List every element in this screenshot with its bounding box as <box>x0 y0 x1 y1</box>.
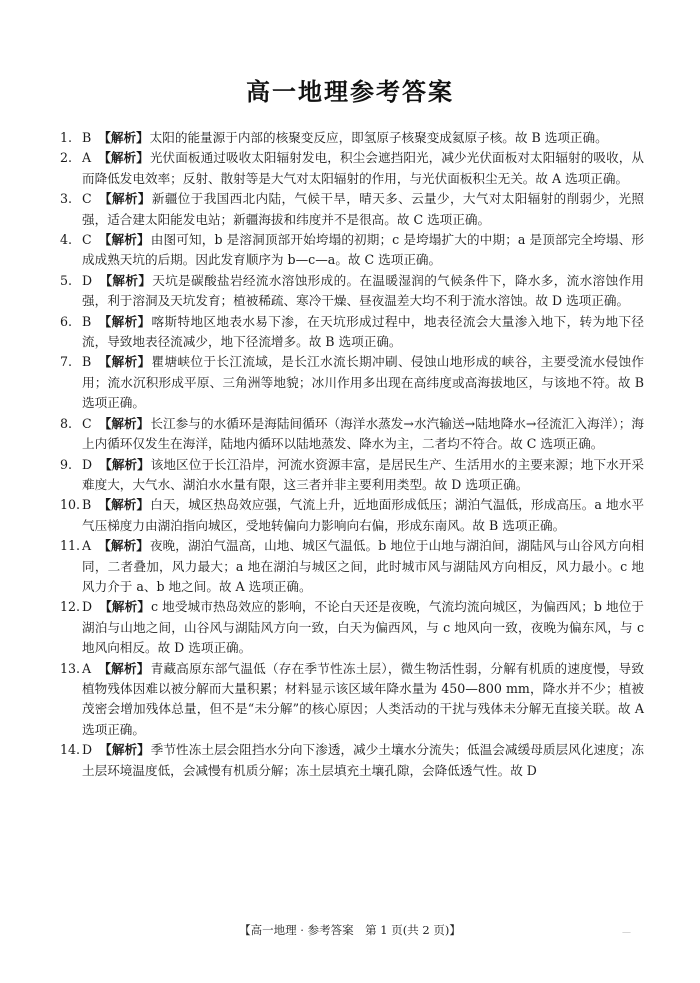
answer-choice: A <box>82 660 92 676</box>
answer-item-9 <box>60 455 644 496</box>
answer-choice: D <box>82 599 93 615</box>
answer-item-3 <box>60 189 644 230</box>
analysis-tag: 【解析】 <box>98 538 149 554</box>
analysis-tag: 【解析】 <box>98 415 150 431</box>
analysis-text: 长江参与的水循环是海陆间循环（海洋水蒸发→水汽输送→陆地降水→径流汇入海洋）；海上内循环仅发生在海洋，陆地内循环以陆地蒸发、降水为主，二者均不符合。故 C 选项正确。 <box>82 415 645 452</box>
answer-number: 10. <box>60 497 81 513</box>
answer-choice: C <box>82 191 92 207</box>
answer-choice: B <box>82 130 92 145</box>
answer-number: 3. <box>60 191 73 207</box>
analysis-text: 光伏面板通过吸收太阳辐射发电，积尘会遮挡阳光，减少光伏面板对太阳辐射的吸收，从而降低发电效率；反射、散射等是大气对太阳辐射的作用，与光伏面板积尘无关。故 A 选项正确。 <box>82 150 645 186</box>
answer-choice: B <box>82 497 92 513</box>
analysis-text: 太阳的能量源于内部的核聚变反应，即氢原子核聚变成氦原子核。故 B 选项正确。 <box>149 130 608 145</box>
answer-number: 1. <box>60 130 73 145</box>
analysis-text: 青藏高原东部气温低（存在季节性冻土层），微生物活性弱，分解有机质的速度慢，导致植物残体因难以被分解而大量积累；材料显示该区域年降水量为 450—800 mm，降水并不少；植被茂密会增加残体总量，但不是“未分解”的核心原因；人类活动的干扰与残体未分解无直接关联。故 A 选项正确。 <box>82 660 645 737</box>
analysis-text: 天坑是碳酸盐岩经流水溶蚀形成的。在温暖湿润的气候条件下，降水多，流水溶蚀作用强，利于溶洞及天坑发育；植被稀疏、寒冷干燥、昼夜温差大均不利于流水溶蚀。故 D 选项正确。 <box>82 272 645 309</box>
answer-number: 11. <box>60 538 81 554</box>
answer-choice: B <box>82 354 92 370</box>
answer-number: 5. <box>60 272 73 288</box>
analysis-tag: 【解析】 <box>99 272 152 288</box>
analysis-tag: 【解析】 <box>99 742 150 758</box>
corner-mark: — <box>622 928 631 938</box>
answer-item-5 <box>60 271 644 312</box>
analysis-tag: 【解析】 <box>99 456 150 472</box>
answer-item-2 <box>60 148 644 189</box>
answer-item-8 <box>60 414 644 455</box>
analysis-tag: 【解析】 <box>98 497 150 513</box>
analysis-text: 夜晚，湖泊气温高，山地、城区气温低。b 地位于山地与湖泊间，湖陆风与山谷风方向相同，二者叠加，风力最大；a 地在湖泊与城区之间，此时城市风与湖陆风方向相反，风力最小。c 地风力介于 a、b 地之间。故 A 选项正确。 <box>82 538 644 594</box>
answer-item-4 <box>60 230 644 271</box>
answer-choice: D <box>82 272 93 288</box>
answer-choice: D <box>82 456 93 472</box>
answer-item-12 <box>60 597 644 658</box>
answer-choice: A <box>82 150 92 166</box>
answer-list <box>60 128 644 781</box>
answer-choice: A <box>82 538 92 554</box>
answer-choice: C <box>82 415 92 431</box>
analysis-text: 该地区位于长江沿岸，河流水资源丰富，是居民生产、生活用水的主要来源；地下水开采难度大，大气水、湖泊水水量有限，这三者并非主要利用类型。故 D 选项正确。 <box>82 456 644 492</box>
analysis-tag: 【解析】 <box>98 313 151 329</box>
answer-number: 8. <box>60 415 73 431</box>
analysis-tag: 【解析】 <box>98 232 150 248</box>
answer-item-13 <box>60 659 644 741</box>
answer-choice: C <box>82 232 92 248</box>
answer-choice: B <box>82 313 92 329</box>
answer-number: 13. <box>60 660 81 676</box>
answer-number: 6. <box>60 313 73 329</box>
answer-number: 14. <box>60 742 81 758</box>
page-title: 高一地理参考答案 <box>246 78 454 106</box>
page-footer: 【高一地理 · 参考答案 第 1 页(共 2 页)】 <box>239 923 461 937</box>
answer-number: 4. <box>60 232 73 248</box>
answer-item-14 <box>60 740 644 781</box>
answer-number: 2. <box>60 150 73 166</box>
analysis-text: 白天，城区热岛效应强，气流上升，近地面形成低压；湖泊气温低，形成高压。a 地水平气压梯度力由湖泊指向城区，受地转偏向力影响向右偏，形成东南风。故 B 选项正确。 <box>82 497 644 533</box>
answer-number: 7. <box>60 354 73 370</box>
answer-item-11 <box>60 536 644 597</box>
analysis-tag: 【解析】 <box>98 354 151 370</box>
analysis-text: 瞿塘峡位于长江流域，是长江水流长期冲刷、侵蚀山地形成的峡谷，主要受流水侵蚀作用；流水沉积形成平原、三角洲等地貌；冰川作用多出现在高纬度或高海拔地区，与该地不符。故 B 选项正确。 <box>82 354 645 411</box>
analysis-text: 喀斯特地区地表水易下渗，在天坑形成过程中，地表径流会大量渗入地下，转为地下径流，导致地表径流减少，地下径流增多。故 B 选项正确。 <box>82 313 645 350</box>
answer-number: 9. <box>60 456 73 472</box>
analysis-text: 新疆位于我国西北内陆，气候干旱，晴天多、云量少，大气对太阳辐射的削弱少，光照强，适合建太阳能发电站；新疆海拔和纬度并不是很高。故 C 选项正确。 <box>82 191 644 227</box>
answer-item-10 <box>60 495 644 536</box>
answer-item-1 <box>60 128 644 148</box>
analysis-text: 季节性冻土层会阻挡水分向下渗透，减少土壤水分流失；低温会减缓母质层风化速度；冻土层环境温度低，会减慢有机质分解；冻土层填充土壤孔隙，会降低透气性。故 D <box>82 742 644 778</box>
answer-item-6 <box>60 312 644 353</box>
analysis-text: 由图可知，b 是溶洞顶部开始垮塌的初期；c 是垮塌扩大的中期；a 是顶部完全垮塌、形成成熟天坑的后期。因此发育顺序为 b—c—a。故 C 选项正确。 <box>82 232 645 268</box>
analysis-tag: 【解析】 <box>99 191 151 207</box>
analysis-tag: 【解析】 <box>99 599 151 615</box>
answer-item-7 <box>60 352 644 413</box>
answer-choice: D <box>82 742 93 758</box>
analysis-text: c 地受城市热岛效应的影响，不论白天还是夜晚，气流均流向城区，为偏西风；b 地位于湖泊与山地之间，山谷风与湖陆风方向一致，白天为偏西风，与 c 地风向一致，夜晚为偏东风，与 c 地风向相反。故 D 选项正确。 <box>82 599 644 656</box>
analysis-tag: 【解析】 <box>98 130 149 145</box>
answer-number: 12. <box>60 599 81 615</box>
analysis-tag: 【解析】 <box>98 660 150 676</box>
analysis-tag: 【解析】 <box>98 150 149 166</box>
